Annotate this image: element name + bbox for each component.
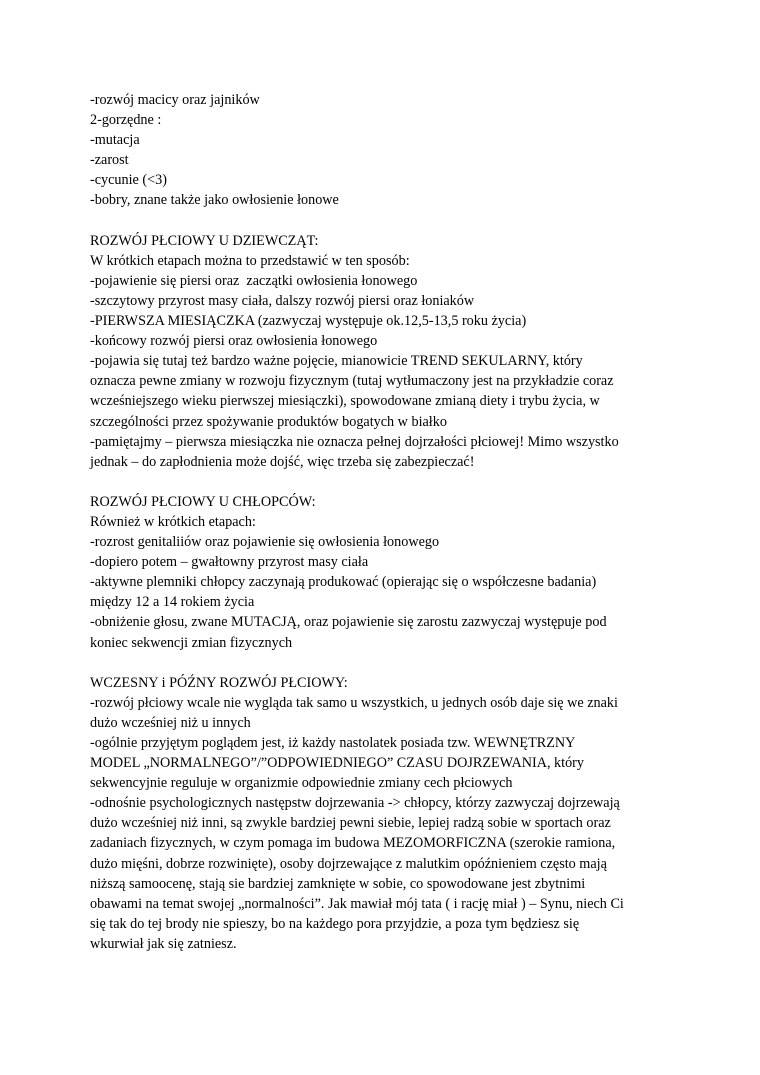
text-line: obawami na temat swojej „normalności”. Jak mawiał mój tata ( i rację miał ) – Synu, niech Ci bbox=[90, 895, 624, 912]
text-line: -cycunie (<3) bbox=[90, 172, 167, 189]
text-line: -mutacja bbox=[90, 132, 140, 149]
text-line: -pojawia się tutaj też bardzo ważne pojęcie, mianowicie TREND SEKULARNY, który bbox=[90, 353, 583, 370]
text-line: W krótkich etapach można to przedstawić w ten sposób: bbox=[90, 252, 410, 269]
text-line: koniec sekwencji zmian fizycznych bbox=[90, 634, 293, 651]
text-line: -pamiętajmy – pierwsza miesiączka nie oznacza pełnej dojrzałości płciowej! Mimo wszystko bbox=[90, 433, 619, 450]
text-line: -pojawienie się piersi oraz zaczątki owłosienia łonowego bbox=[90, 272, 418, 289]
text-line: -PIERWSZA MIESIĄCZKA (zazwyczaj występuje ok.12,5-13,5 roku życia) bbox=[90, 313, 527, 330]
text-line: wcześniejszego wieku pierwszej miesiączki), spowodowane zmianą diety i trybu życia, w bbox=[90, 393, 600, 410]
section-heading: ROZWÓJ PŁCIOWY U DZIEWCZĄT: bbox=[90, 232, 319, 249]
text-line: zadaniach fizycznych, w czym pomaga im budowa MEZOMORFICZNA (szerokie ramiona, bbox=[90, 835, 616, 852]
text-line: niższą samoocenę, stają sie bardziej zamknięte w sobie, co spowodowane jest zbytnimi bbox=[90, 875, 586, 892]
text-line: -odnośnie psychologicznych następstw dojrzewania -> chłopcy, którzy zazwyczaj dojrzewają bbox=[90, 795, 620, 812]
text-line: dużo mięśni, dobrze rozwinięte), osoby dojrzewające z malutkim opóźnieniem często mają bbox=[90, 855, 607, 872]
text-line: wkurwiał jak się zatniesz. bbox=[90, 935, 237, 952]
text-line: 2-gorzędne : bbox=[90, 112, 162, 129]
text-line: sekwencyjnie reguluje w organizmie odpowiednie zmiany cech płciowych bbox=[90, 775, 513, 792]
text-line: oznacza pewne zmiany w rozwoju fizycznym (tutaj wytłumaczony jest na przykładzie coraz bbox=[90, 373, 614, 390]
text-line: -rozwój macicy oraz jajników bbox=[90, 92, 260, 108]
text-line: -rozwój płciowy wcale nie wygląda tak samo u wszystkich, u jednych osób daje się we znaki bbox=[90, 694, 618, 711]
text-line: jednak – do zapłodnienia może dojść, więc trzeba się zabezpieczać! bbox=[90, 453, 475, 470]
text-line: -dopiero potem – gwałtowny przyrost masy ciała bbox=[90, 554, 369, 571]
text-line: MODEL „NORMALNEGO”/”ODPOWIEDNIEGO” CZASU DOJRZEWANIA, który bbox=[90, 755, 584, 772]
blank-line bbox=[90, 211, 690, 231]
boys-section bbox=[90, 492, 690, 653]
text-line: szczególności przez spożywanie produktów bogatych w białko bbox=[90, 413, 447, 430]
text-line: -bobry, znane także jako owłosienie łonowe bbox=[90, 192, 339, 209]
timing-section bbox=[90, 673, 690, 954]
text-line: -ogólnie przyjętym poglądem jest, iż każdy nastolatek posiada tzw. WEWNĘTRZNY bbox=[90, 735, 576, 751]
blank-line bbox=[90, 653, 690, 673]
document-page bbox=[90, 90, 690, 954]
blank-line bbox=[90, 472, 690, 492]
text-line: -obniżenie głosu, zwane MUTACJĄ, oraz pojawienie się zarostu zazwyczaj występuje pod bbox=[90, 614, 607, 631]
intro-section bbox=[90, 90, 690, 211]
text-line: -rozrost genitaliiów oraz pojawienie się owłosienia łonowego bbox=[90, 534, 440, 551]
text-line: między 12 a 14 rokiem życia bbox=[90, 594, 255, 611]
text-line: -szczytowy przyrost masy ciała, dalszy rozwój piersi oraz łoniaków bbox=[90, 292, 475, 309]
text-line: Również w krótkich etapach: bbox=[90, 513, 256, 530]
girls-section bbox=[90, 231, 690, 472]
text-line: -zarost bbox=[90, 152, 129, 169]
section-heading: WCZESNY i PÓŹNY ROZWÓJ PŁCIOWY: bbox=[90, 674, 348, 691]
text-line: -końcowy rozwój piersi oraz owłosienia łonowego bbox=[90, 333, 378, 350]
section-heading: ROZWÓJ PŁCIOWY U CHŁOPCÓW: bbox=[90, 493, 316, 510]
text-line: -aktywne plemniki chłopcy zaczynają produkować (opierając się o współczesne badania) bbox=[90, 574, 597, 591]
text-line: dużo wcześniej niż inni, są zwykle bardziej pewni siebie, lepiej radzą sobie w sportach oraz bbox=[90, 815, 611, 832]
text-line: się tak do tej brody nie spieszy, bo na każdego pora przyjdzie, a poza tym będziesz się bbox=[90, 915, 580, 932]
text-line: dużo wcześniej niż u innych bbox=[90, 714, 251, 731]
